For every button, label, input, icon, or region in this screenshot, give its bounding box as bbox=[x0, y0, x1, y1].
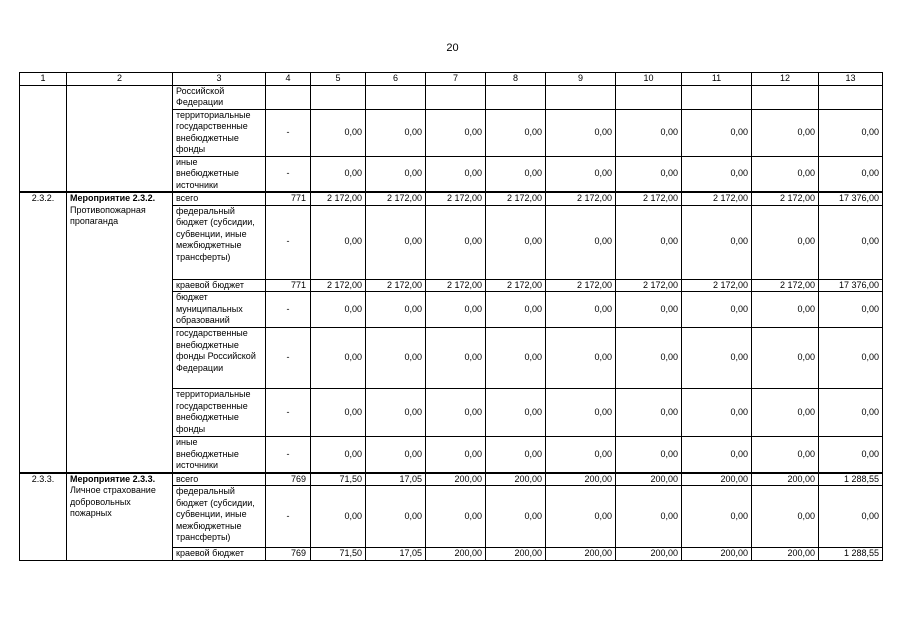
funding-source: бюджет муниципальных образований bbox=[173, 292, 266, 328]
amount-cell: 0,00 bbox=[486, 486, 546, 548]
amount-cell: 2 172,00 bbox=[311, 192, 366, 205]
amount-cell: 0,00 bbox=[426, 205, 486, 279]
amount-cell: 2 172,00 bbox=[752, 279, 819, 292]
amount-cell: 17,05 bbox=[366, 548, 426, 561]
funding-source: всего bbox=[173, 192, 266, 205]
amount-cell: 0,00 bbox=[682, 109, 752, 156]
amount-cell: 0,00 bbox=[819, 389, 883, 437]
amount-cell: 0,00 bbox=[546, 389, 616, 437]
amount-cell: 0,00 bbox=[311, 486, 366, 548]
amount-cell: 0,00 bbox=[426, 156, 486, 192]
page-number: 20 bbox=[446, 42, 459, 54]
table-header-row bbox=[20, 73, 883, 86]
amount-cell: 2 172,00 bbox=[311, 279, 366, 292]
amount-cell: 200,00 bbox=[616, 548, 682, 561]
amount-cell: 0,00 bbox=[426, 109, 486, 156]
funding-source: краевой бюджет bbox=[173, 279, 266, 292]
amount-cell: 200,00 bbox=[616, 473, 682, 486]
item-index-cell bbox=[20, 85, 67, 192]
budget-code: - bbox=[266, 205, 311, 279]
funding-source: краевой бюджет bbox=[173, 548, 266, 561]
amount-cell: 0,00 bbox=[311, 437, 366, 473]
amount-cell: 2 172,00 bbox=[486, 279, 546, 292]
amount-cell: 1 288,55 bbox=[819, 548, 883, 561]
budget-code: - bbox=[266, 437, 311, 473]
amount-cell: 2 172,00 bbox=[366, 279, 426, 292]
column-number-5: 5 bbox=[311, 73, 366, 86]
amount-cell: 0,00 bbox=[486, 109, 546, 156]
budget-code: 769 bbox=[266, 473, 311, 486]
amount-cell: 0,00 bbox=[616, 486, 682, 548]
amount-cell: 0,00 bbox=[486, 437, 546, 473]
amount-cell: 0,00 bbox=[682, 292, 752, 328]
column-number-1: 1 bbox=[20, 73, 67, 86]
amount-cell: 0,00 bbox=[616, 156, 682, 192]
amount-cell: 0,00 bbox=[752, 389, 819, 437]
amount-cell: 0,00 bbox=[819, 109, 883, 156]
amount-cell: 0,00 bbox=[682, 328, 752, 389]
amount-cell: 0,00 bbox=[426, 292, 486, 328]
amount-cell bbox=[426, 85, 486, 109]
amount-cell: 0,00 bbox=[682, 389, 752, 437]
budget-code: - bbox=[266, 156, 311, 192]
funding-source: территориальные государственные внебюджетные фонды bbox=[173, 109, 266, 156]
amount-cell: 0,00 bbox=[546, 205, 616, 279]
budget-code bbox=[266, 85, 311, 109]
amount-cell: 0,00 bbox=[486, 389, 546, 437]
amount-cell: 0,00 bbox=[486, 205, 546, 279]
amount-cell bbox=[682, 85, 752, 109]
column-number-4: 4 bbox=[266, 73, 311, 86]
amount-cell: 200,00 bbox=[546, 473, 616, 486]
amount-cell: 0,00 bbox=[819, 328, 883, 389]
amount-cell: 0,00 bbox=[819, 156, 883, 192]
amount-cell: 2 172,00 bbox=[426, 192, 486, 205]
amount-cell: 2 172,00 bbox=[366, 192, 426, 205]
amount-cell: 0,00 bbox=[819, 437, 883, 473]
amount-cell: 0,00 bbox=[366, 486, 426, 548]
amount-cell: 0,00 bbox=[819, 292, 883, 328]
amount-cell: 0,00 bbox=[616, 292, 682, 328]
amount-cell: 0,00 bbox=[311, 109, 366, 156]
column-number-12: 12 bbox=[752, 73, 819, 86]
activity-index: 2.3.3. bbox=[20, 473, 67, 561]
amount-cell: 0,00 bbox=[752, 109, 819, 156]
amount-cell: 0,00 bbox=[682, 437, 752, 473]
amount-cell: 17 376,00 bbox=[819, 279, 883, 292]
amount-cell: 0,00 bbox=[311, 328, 366, 389]
amount-cell: 0,00 bbox=[616, 328, 682, 389]
amount-cell: 71,50 bbox=[311, 548, 366, 561]
amount-cell: 0,00 bbox=[366, 205, 426, 279]
budget-table bbox=[19, 72, 883, 561]
activity-title: Мероприятие 2.3.3. bbox=[70, 473, 156, 484]
budget-code: - bbox=[266, 486, 311, 548]
amount-cell: 200,00 bbox=[486, 473, 546, 486]
amount-cell: 2 172,00 bbox=[546, 192, 616, 205]
amount-cell: 0,00 bbox=[426, 437, 486, 473]
amount-cell: 0,00 bbox=[366, 437, 426, 473]
amount-cell: 0,00 bbox=[752, 486, 819, 548]
amount-cell: 0,00 bbox=[366, 156, 426, 192]
amount-cell: 2 172,00 bbox=[682, 192, 752, 205]
amount-cell: 200,00 bbox=[486, 548, 546, 561]
amount-cell: 0,00 bbox=[819, 486, 883, 548]
amount-cell: 2 172,00 bbox=[486, 192, 546, 205]
amount-cell: 1 288,55 bbox=[819, 473, 883, 486]
amount-cell: 0,00 bbox=[616, 437, 682, 473]
amount-cell: 2 172,00 bbox=[616, 279, 682, 292]
column-number-9: 9 bbox=[546, 73, 616, 86]
budget-code: - bbox=[266, 109, 311, 156]
amount-cell bbox=[311, 85, 366, 109]
activity-index: 2.3.2. bbox=[20, 192, 67, 473]
amount-cell: 2 172,00 bbox=[426, 279, 486, 292]
amount-cell: 0,00 bbox=[682, 156, 752, 192]
amount-cell: 0,00 bbox=[426, 389, 486, 437]
amount-cell: 200,00 bbox=[752, 473, 819, 486]
amount-cell: 0,00 bbox=[819, 205, 883, 279]
amount-cell: 0,00 bbox=[366, 389, 426, 437]
amount-cell bbox=[752, 85, 819, 109]
amount-cell: 0,00 bbox=[546, 486, 616, 548]
table-row bbox=[20, 85, 883, 109]
amount-cell bbox=[616, 85, 682, 109]
table-row bbox=[20, 192, 883, 205]
amount-cell: 200,00 bbox=[546, 548, 616, 561]
amount-cell: 0,00 bbox=[546, 328, 616, 389]
amount-cell: 0,00 bbox=[366, 109, 426, 156]
amount-cell: 0,00 bbox=[311, 156, 366, 192]
amount-cell: 0,00 bbox=[426, 486, 486, 548]
amount-cell: 71,50 bbox=[311, 473, 366, 486]
amount-cell: 0,00 bbox=[366, 292, 426, 328]
item-name-cell bbox=[67, 85, 173, 192]
amount-cell: 17 376,00 bbox=[819, 192, 883, 205]
amount-cell: 200,00 bbox=[426, 473, 486, 486]
budget-code: 771 bbox=[266, 279, 311, 292]
column-number-7: 7 bbox=[426, 73, 486, 86]
amount-cell: 0,00 bbox=[752, 292, 819, 328]
amount-cell: 0,00 bbox=[311, 389, 366, 437]
amount-cell: 0,00 bbox=[486, 328, 546, 389]
column-number-13: 13 bbox=[819, 73, 883, 86]
funding-source: Российской Федерации bbox=[173, 85, 266, 109]
amount-cell bbox=[546, 85, 616, 109]
amount-cell: 0,00 bbox=[752, 437, 819, 473]
amount-cell: 200,00 bbox=[682, 473, 752, 486]
amount-cell: 2 172,00 bbox=[546, 279, 616, 292]
activity-title: Мероприятие 2.3.2. bbox=[70, 193, 156, 203]
funding-source: государственные внебюджетные фонды Российской Федерации bbox=[173, 328, 266, 389]
amount-cell: 0,00 bbox=[616, 109, 682, 156]
amount-cell bbox=[819, 85, 883, 109]
amount-cell: 0,00 bbox=[486, 292, 546, 328]
activity-description: Личное страхование добровольных пожарных bbox=[70, 485, 156, 518]
amount-cell: 0,00 bbox=[546, 109, 616, 156]
amount-cell: 0,00 bbox=[311, 292, 366, 328]
amount-cell: 17,05 bbox=[366, 473, 426, 486]
amount-cell bbox=[486, 85, 546, 109]
amount-cell: 0,00 bbox=[616, 389, 682, 437]
amount-cell: 0,00 bbox=[752, 156, 819, 192]
amount-cell: 200,00 bbox=[682, 548, 752, 561]
funding-source: территориальные государственные внебюджетные фонды bbox=[173, 389, 266, 437]
amount-cell: 0,00 bbox=[616, 205, 682, 279]
activity-name bbox=[67, 473, 173, 561]
amount-cell: 0,00 bbox=[546, 437, 616, 473]
amount-cell: 0,00 bbox=[366, 328, 426, 389]
budget-code: 769 bbox=[266, 548, 311, 561]
column-number-6: 6 bbox=[366, 73, 426, 86]
funding-source: иные внебюджетные источники bbox=[173, 437, 266, 473]
budget-code: - bbox=[266, 328, 311, 389]
funding-source: федеральный бюджет (субсидии, субвенции, иные межбюджетные трансферты) bbox=[173, 205, 266, 279]
amount-cell: 200,00 bbox=[752, 548, 819, 561]
column-number-11: 11 bbox=[682, 73, 752, 86]
column-number-8: 8 bbox=[486, 73, 546, 86]
budget-code: - bbox=[266, 389, 311, 437]
amount-cell: 0,00 bbox=[682, 205, 752, 279]
amount-cell: 2 172,00 bbox=[682, 279, 752, 292]
amount-cell bbox=[366, 85, 426, 109]
column-number-2: 2 bbox=[67, 73, 173, 86]
funding-source: федеральный бюджет (субсидии, субвенции, иные межбюджетные трансферты) bbox=[173, 486, 266, 548]
amount-cell: 0,00 bbox=[752, 205, 819, 279]
budget-code: 771 bbox=[266, 192, 311, 205]
amount-cell: 0,00 bbox=[311, 205, 366, 279]
amount-cell: 0,00 bbox=[546, 156, 616, 192]
amount-cell: 0,00 bbox=[752, 328, 819, 389]
activity-name bbox=[67, 192, 173, 473]
funding-source: всего bbox=[173, 473, 266, 486]
amount-cell: 0,00 bbox=[546, 292, 616, 328]
amount-cell: 2 172,00 bbox=[616, 192, 682, 205]
amount-cell: 2 172,00 bbox=[752, 192, 819, 205]
amount-cell: 0,00 bbox=[426, 328, 486, 389]
column-number-3: 3 bbox=[173, 73, 266, 86]
column-number-10: 10 bbox=[616, 73, 682, 86]
table-row bbox=[20, 473, 883, 486]
amount-cell: 0,00 bbox=[486, 156, 546, 192]
budget-code: - bbox=[266, 292, 311, 328]
funding-source: иные внебюджетные источники bbox=[173, 156, 266, 192]
amount-cell: 200,00 bbox=[426, 548, 486, 561]
amount-cell: 0,00 bbox=[682, 486, 752, 548]
activity-description: Противопожарная пропаганда bbox=[70, 204, 146, 226]
